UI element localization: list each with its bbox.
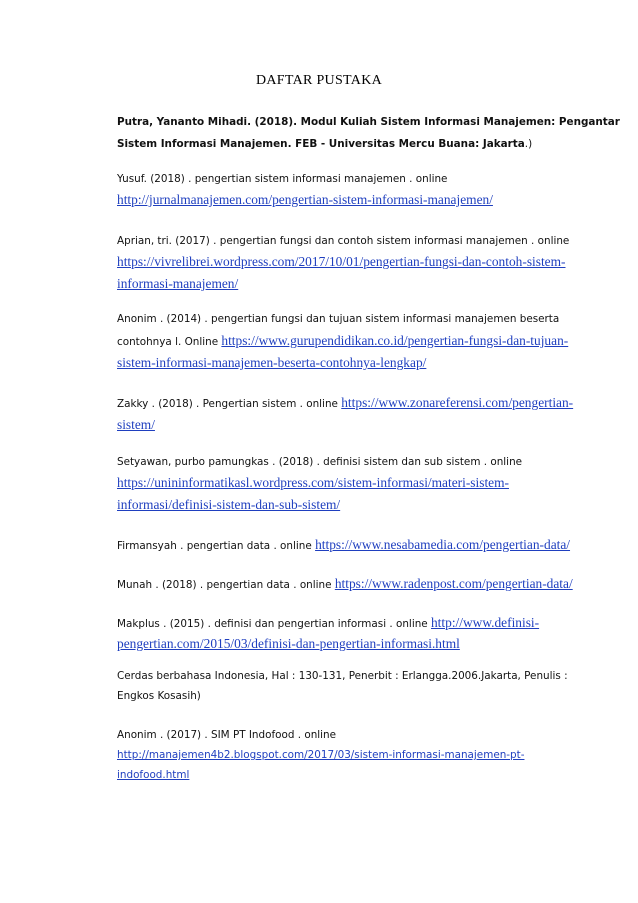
reference-link-line xyxy=(117,418,155,431)
reference-link-continued[interactable]: informasi-manajemen/ xyxy=(117,276,239,291)
reference-text: Munah . (2018) . pengertian data . online xyxy=(117,579,335,591)
reference-link-line xyxy=(117,770,189,780)
reference-link-continued[interactable]: pengertian.com/2015/03/definisi-dan-pengertian-informasi.html xyxy=(117,636,460,651)
reference-link[interactable]: https://vivrelibrei.wordpress.com/2017/10/01/pengertian-fungsi-dan-contoh-sistem- xyxy=(117,254,566,269)
reference-text-line xyxy=(117,396,573,409)
reference-text: Aprian, tri. (2017) . pengertian fungsi dan contoh sistem informasi manajemen . online xyxy=(117,235,570,247)
reference-text: Firmansyah . pengertian data . online xyxy=(117,540,316,552)
reference-link-line xyxy=(117,193,493,206)
reference-link-line xyxy=(117,476,509,489)
reference-text: Makplus . (2015) . definisi dan pengertian informasi . online xyxy=(117,618,431,630)
reference-text-line xyxy=(117,616,539,629)
reference-tail-text: .) xyxy=(524,138,533,150)
reference-text: Anonim . (2017) . SIM PT Indofood . online xyxy=(117,729,337,741)
reference-link[interactable]: https://www.nesabamedia.com/pengertian-data/ xyxy=(315,537,571,552)
reference-link[interactable]: http://jurnalmanajemen.com/pengertian-sistem-informasi-manajemen/ xyxy=(117,192,493,207)
reference-link[interactable]: https://www.gurupendidikan.co.id/pengertian-fungsi-dan-tujuan- xyxy=(221,333,569,348)
reference-text: Zakky . (2018) . Pengertian sistem . online xyxy=(117,398,342,410)
page-title: DAFTAR PUSTAKA xyxy=(255,73,383,88)
reference-link[interactable]: http://manajemen4b2.blogspot.com/2017/03/sistem-informasi-manajemen-pt- xyxy=(117,749,525,761)
reference-link-line xyxy=(117,255,566,268)
reference-text-line xyxy=(117,334,568,347)
reference-link[interactable]: https://www.radenpost.com/pengertian-data/ xyxy=(334,576,573,591)
reference-text-continued: Engkos Kosasih) xyxy=(117,690,201,702)
reference-text: Cerdas berbahasa Indonesia, Hal : 130-131, Penerbit : Erlangga.2006.Jakarta, Penulis : xyxy=(117,670,568,682)
reference-link-line xyxy=(117,750,524,760)
reference-link-continued[interactable]: sistem/ xyxy=(117,417,155,432)
reference-text: Anonim . (2014) . pengertian fungsi dan tujuan sistem informasi manajemen beserta xyxy=(117,313,560,325)
reference-link-continued[interactable]: sistem-informasi-manajemen-beserta-contohnya-lengkap/ xyxy=(117,355,427,370)
reference-link[interactable]: https://unininformatikasl.wordpress.com/sistem-informasi/materi-sistem- xyxy=(117,475,509,490)
reference-link[interactable]: http://www.definisi- xyxy=(430,615,540,630)
reference-text-line xyxy=(117,577,573,590)
reference-link[interactable]: https://www.zonareferensi.com/pengertian- xyxy=(341,395,574,410)
reference-link-line xyxy=(117,498,340,511)
reference-link-continued[interactable]: indofood.html xyxy=(117,769,190,781)
reference-link-line xyxy=(117,356,426,369)
reference-link-line xyxy=(117,637,460,650)
reference-text: Setyawan, purbo pamungkas . (2018) . definisi sistem dan sub sistem . online xyxy=(117,456,523,468)
reference-bold-text: Sistem Informasi Manajemen. FEB - Universitas Mercu Buana: Jakarta xyxy=(117,138,525,150)
reference-text-line xyxy=(117,538,570,551)
reference-link-line xyxy=(117,277,238,290)
reference-text-line xyxy=(117,139,532,149)
reference-text: Yusuf. (2018) . pengertian sistem informasi manajemen . online xyxy=(117,173,448,185)
reference-text: Putra, Yananto Mihadi. (2018). Modul Kuliah Sistem Informasi Manajemen: Pengantar xyxy=(117,116,620,128)
reference-text-continued: contohnya l. Online xyxy=(117,336,222,348)
reference-link-continued[interactable]: informasi/definisi-sistem-dan-sub-sistem/ xyxy=(117,497,341,512)
